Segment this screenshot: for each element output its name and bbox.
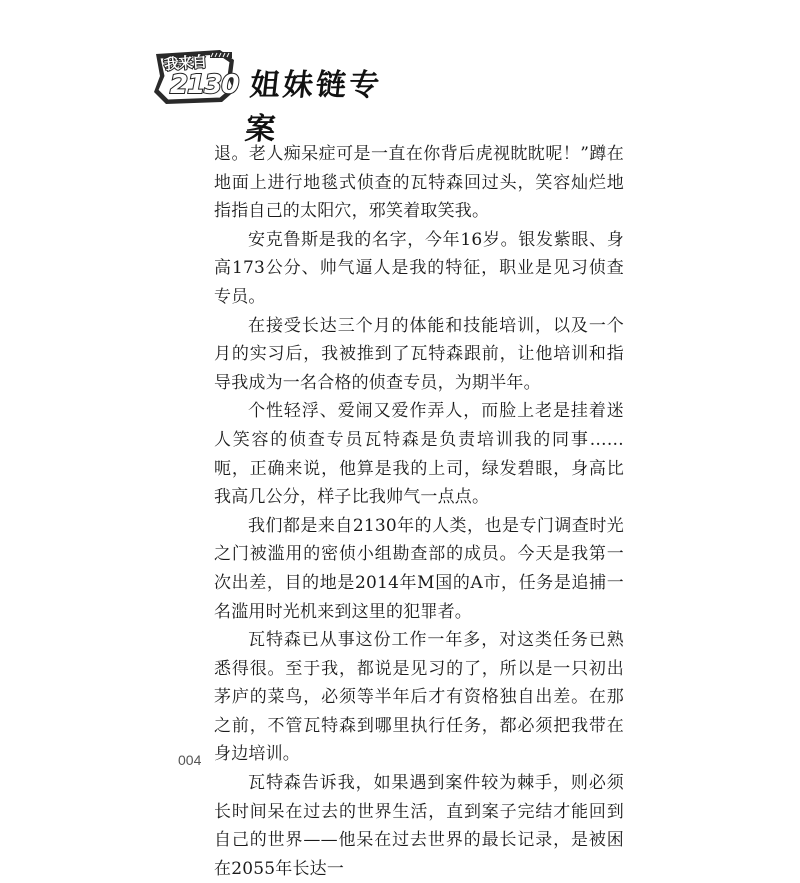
paragraph: 瓦特森已从事这份工作一年多，对这类任务已熟悉得很。至于我，都说是见习的了，所以是一只初出茅庐的菜鸟，必须等半年后才有资格独自出差。在那之前，不管瓦特森到哪里执行任务，都必须把我带在身边培训。 bbox=[214, 630, 624, 765]
running-header bbox=[150, 46, 410, 147]
paragraph: 安克鲁斯是我的名字，今年16岁。银发紫眼、身高173公分、帅气逼人是我的特征，职业是见习侦查专员。 bbox=[214, 229, 624, 307]
series-title: 姐妹链专案 bbox=[243, 68, 384, 147]
body-text bbox=[214, 140, 624, 883]
paragraph: 退。老人痴呆症可是一直在你背后虎视眈眈呢！”蹲在地面上进行地毯式侦查的瓦特森回过头，笑容灿烂地指指自己的太阳穴，邪笑着取笑我。 bbox=[214, 144, 624, 222]
paragraph: 个性轻浮、爱闹又爱作弄人，而脸上老是挂着迷人笑容的侦查专员瓦特森是负责培训我的同事……呃，正确来说，他算是我的上司，绿发碧眼，身高比我高几公分，样子比我帅气一点点。 bbox=[214, 401, 624, 508]
logo-text-line1: 我来自 bbox=[163, 52, 207, 74]
paragraph: 我们都是来自2130年的人类，也是专门调查时光之门被滥用的密侦小组勘查部的成员。今天是我第一次出差，目的地是2014年M国的A市，任务是追捕一名滥用时光机来到这里的犯罪者。 bbox=[214, 515, 624, 622]
series-logo bbox=[150, 46, 240, 106]
paragraph: 在接受长达三个月的体能和技能培训，以及一个月的实习后，我被推到了瓦特森跟前，让他培训和指导我成为一名合格的侦查专员，为期半年。 bbox=[214, 315, 624, 393]
paragraph: 瓦特森告诉我，如果遇到案件较为棘手，则必须长时间呆在过去的世界生活，直到案子完结才能回到自己的世界——他呆在过去世界的最长记录，是被困在2055年长达一 bbox=[214, 773, 624, 879]
page-number: 004 bbox=[178, 752, 202, 768]
logo-text-line2: 2130 bbox=[170, 70, 239, 100]
